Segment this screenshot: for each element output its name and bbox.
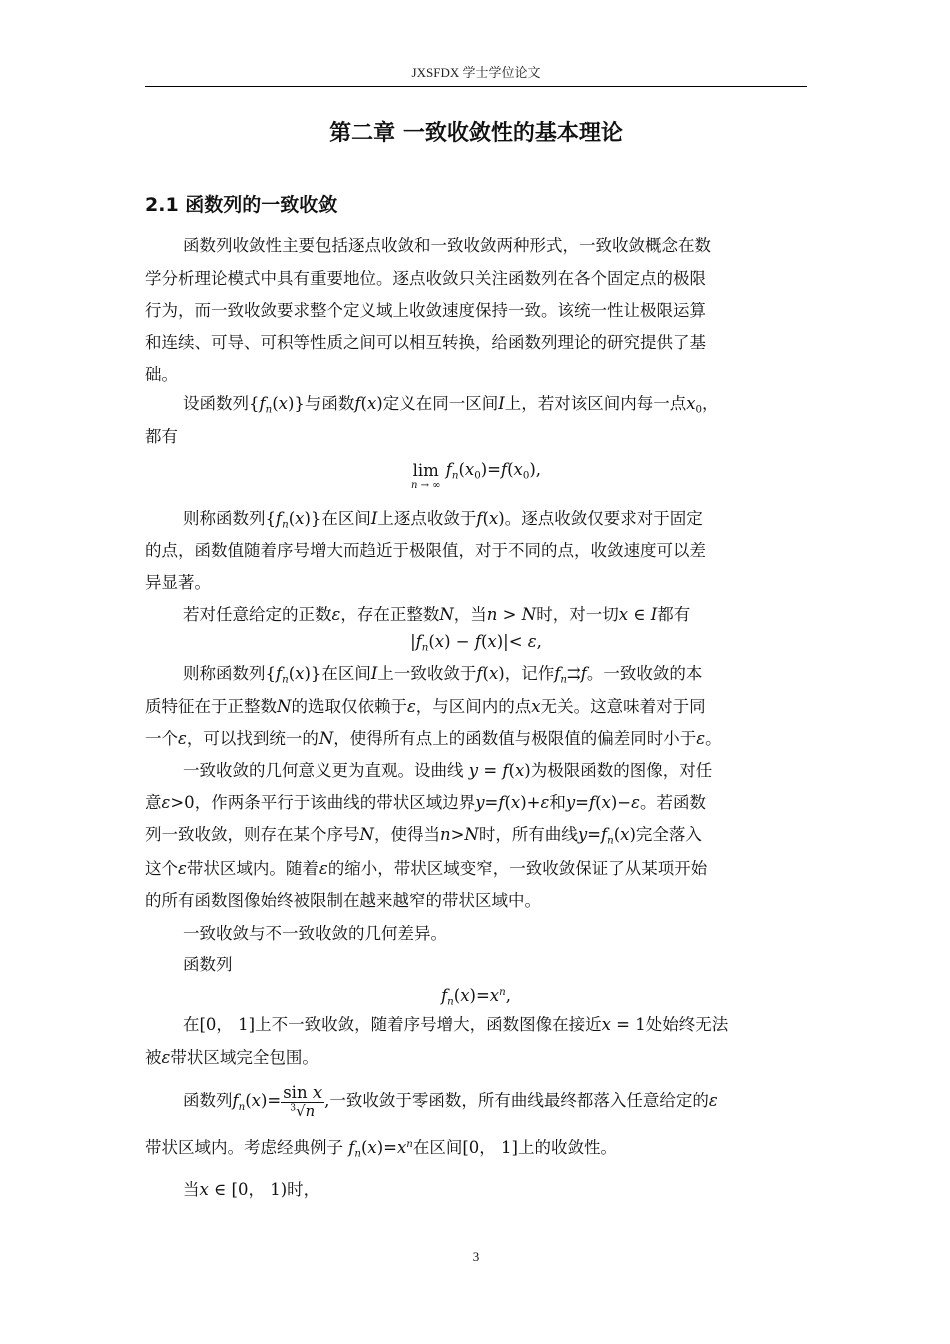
paragraph-line: 础。 [145,365,178,384]
paragraph-line: 则称函数列$\{f_n(x)\}$在区间I上一致收敛于f(x)，记作$f_n⇉f$。一致收敛的本 [183,664,703,686]
section-title: 2.1 函数列的一致收敛 [145,194,338,216]
paragraph-line: 一致收敛与不一致收敛的几何差异。 [183,924,447,943]
paragraph-line: 一个ε，可以找到统一的N，使得所有点上的函数值与极限值的偏差同时小于ε。 [145,729,722,748]
paragraph-line: 和连续、可导、可积等性质之间可以相互转换，给函数列理论的研究提供了基 [145,333,706,352]
page-number: 3 [472,1249,480,1264]
equation-pointwise-limit: lim n → ∞ $f_n(x_0)=f(x_0)$, [410,460,542,492]
paragraph-line: 都有 [145,427,178,446]
paragraph-line: 异显著。 [145,573,211,592]
paragraph-line: 列一致收敛，则存在某个序号N，使得当n>N时，所有曲线$y=f_n(x)$完全落入 [145,825,702,847]
paragraph-line: 的点，函数值随着序号增大而趋近于极限值，对于不同的点，收敛速度可以差 [145,541,706,560]
chapter-title: 第二章 一致收敛性的基本理论 [329,121,623,146]
header-rule [145,86,807,87]
paragraph-line: 一致收敛的几何意义更为直观。设曲线 y = f(x)为极限函数的图像，对任 [183,761,713,780]
paragraph-line: 函数列$f_n(x)=$ $\frac{\text{sin x}}{^3√n}$ ,一致收敛于零函数，所有曲线最终都落入任意给定的ε [183,1083,718,1121]
paragraph-line: 被ε带状区域完全包围。 [145,1048,319,1067]
paragraph-line: 函数列 [183,955,233,974]
paragraph-line: 意ε>0，作两条平行于该曲线的带状区域边界y=f(x)+ε和y=f(x)−ε。若函数 [145,793,706,812]
paragraph-line: 带状区域内。考虑经典例子 $f_n(x)=x^n$在区间[0， 1]上的收敛性。 [145,1138,617,1160]
paragraph-line: 在[0， 1]上不一致收敛，随着序号增大，函数图像在接近x = 1处始终无法 [183,1015,729,1034]
equation-uniform-bound: $|f_n(x) - f(x)|< \varepsilon$, [410,632,542,654]
paragraph-line: 若对任意给定的正数ε，存在正整数N，当n > N时，对一切x ∈ I都有 [183,605,691,624]
paragraph-line: 则称函数列$\{f_n(x)\}$在区间I上逐点收敛于f(x)。逐点收敛仅要求对于固定 [183,509,703,531]
paragraph-line: 函数列收敛性主要包括逐点收敛和一致收敛两种形式，一致收敛概念在数 [183,236,711,255]
paragraph-line: 质特征在于正整数N的选取仅依赖于ε，与区间内的点x无关。这意味着对于同 [145,697,706,716]
paragraph-line: 当x ∈ [0， 1)时， [183,1180,321,1199]
paragraph-line: 学分析理论模式中具有重要地位。逐点收敛只关注函数列在各个固定点的极限 [145,269,706,288]
running-header: JXSFDX 学士学位论文 [411,65,541,80]
paragraph-line: 行为，而一致收敛要求整个定义域上收敛速度保持一致。该统一性让极限运算 [145,301,706,320]
paragraph-line: 的所有函数图像始终被限制在越来越窄的带状区域中。 [145,891,541,910]
paragraph-line: 设函数列$\{f_n(x)\}$与函数f(x)定义在同一区间I上，若对该区间内每一点$x_0$， [183,394,719,416]
paragraph-line: 这个ε带状区域内。随着ε的缩小，带状区域变窄，一致收敛保证了从某项开始 [145,859,708,878]
equation-power-sequence: $f_n(x)=x^n$, [441,986,511,1008]
